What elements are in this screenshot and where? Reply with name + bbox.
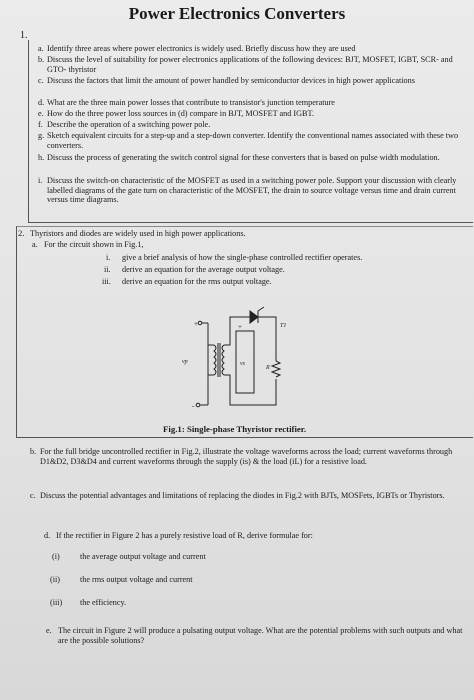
q1-item-g: [38, 131, 468, 151]
q1-item-label: g.: [38, 131, 45, 140]
q1-item-label: a.: [38, 44, 44, 53]
q2-a-sub-label: ii.: [104, 265, 111, 274]
q1-item-label: b.: [38, 55, 45, 64]
q1-item-i: [38, 176, 468, 208]
q2-e-text: The circuit in Figure 2 will produce a pulsating output voltage. What are the potential problems with such outputs and what are the possible solutions?: [58, 626, 463, 645]
q1-item-text: Discuss the factors that limit the amount of power handled by semiconductor devices in high power applications: [47, 76, 415, 85]
q1-item-a: [38, 44, 468, 54]
q2-a-label: a.: [32, 240, 38, 249]
q2-b-text: For the full bridge uncontrolled rectifier in Fig.2, illustrate the voltage waveforms across the load; current waveforms through D1&D2, D3&D4 and current waveforms through the supply (is) & the load (iL) for a resistive load.: [40, 447, 453, 466]
q2-intro: Thyristors and diodes are widely used in high power applications.: [30, 229, 246, 238]
q1-item-c: [38, 76, 468, 96]
plus-mid-label: +: [238, 323, 242, 331]
q1-item-text: Discuss the process of generating the switch control signal for these converters that is based on pulse width modulation.: [47, 153, 440, 162]
q1-item-text: Describe the operation of a switching power pole.: [47, 120, 211, 129]
q1-item-label: d.: [38, 98, 45, 107]
q1-item-text: Discuss the level of suitability for power electronics applications of the following devices: BJT, MOSFET, IGBT, SCR- and GTO- thyristor: [47, 55, 453, 74]
q2-d-sub-label: (i): [52, 552, 60, 561]
q1-item-text: What are the three main power losses that contribute to transistor's junction temperature: [47, 98, 335, 107]
q2-d-sub-text: the average output voltage and current: [80, 552, 206, 561]
vs-label: vs: [240, 361, 245, 367]
q1-item-text: Identify three areas where power electronics is widely used. Briefly discuss how they are used: [47, 44, 356, 53]
vp-label: vp: [182, 359, 188, 365]
q2-a-sub-label: iii.: [102, 277, 111, 286]
question-2-number: 2.: [18, 228, 25, 238]
plus-top-label: +: [194, 320, 198, 328]
q2-b-label: b.: [30, 447, 37, 456]
r-label: R: [266, 365, 270, 371]
q2-a-sub-label: i.: [106, 253, 111, 262]
q1-item-b: [38, 55, 468, 75]
q2-a-sub-text: give a brief analysis of how the single-phase controlled rectifier operates.: [122, 253, 363, 262]
q2-c-label: c.: [30, 491, 36, 500]
q1-item-label: e.: [38, 109, 44, 118]
q1-item-f: [38, 120, 468, 130]
q1-item-e: [38, 109, 468, 119]
q2-e-label: e.: [46, 626, 52, 635]
q1-item-label: i.: [38, 176, 43, 185]
figure-1-caption: Fig.1: Single-phase Thyristor rectifier.: [163, 424, 307, 434]
q1-item-label: c.: [38, 76, 44, 85]
q1-item-d: [38, 98, 468, 108]
page-title: Power Electronics Converters: [128, 4, 346, 23]
q2-d-sub-text: the rms output voltage and current: [80, 575, 193, 584]
question-1-number: 1.: [20, 30, 28, 41]
q2-a-text: For the circuit shown in Fig.1,: [44, 240, 144, 249]
q2-d-sub-label: (iii): [50, 598, 63, 607]
q2-d-text: If the rectifier in Figure 2 has a purely resistive load of R, derive formulae for:: [56, 531, 313, 540]
q1-item-text: Discuss the switch-on characteristic of the MOSFET as used in a switching power pole. Support your discussion with clearly labelled diagrams of the gate turn on characteristic of the MOSFET, the drain to source voltage versus time and drain current versus time diagrams.: [47, 176, 457, 205]
q1-item-text: How do the three power loss sources in (d) compare in BJT, MOSFET and IGBT.: [47, 109, 314, 118]
q2-d-sub-label: (ii): [50, 575, 61, 584]
t1-label: T1: [280, 323, 287, 329]
q1-item-h: [38, 153, 468, 173]
q2-d-sub-text: the efficiency.: [80, 598, 127, 607]
q1-item-label: f.: [38, 120, 43, 129]
minus-label: -: [192, 402, 195, 410]
q2-a-sub-text: derive an equation for the rms output voltage.: [122, 277, 272, 286]
q2-a-sub-text: derive an equation for the average output voltage.: [122, 265, 285, 274]
thyristor-rectifier-circuit-diagram: [180, 305, 300, 413]
q2-d-label: d.: [44, 531, 51, 540]
q1-item-label: h.: [38, 153, 45, 162]
q1-item-text: Sketch equivalent circuits for a step-up and a step-down converter. Identify the conventional names associated with these two converters.: [47, 131, 459, 150]
q2-c-text: Discuss the potential advantages and limitations of replacing the diodes in Fig.2 with BJTs, MOSFets, IGBTs or Thyristors.: [40, 491, 445, 500]
